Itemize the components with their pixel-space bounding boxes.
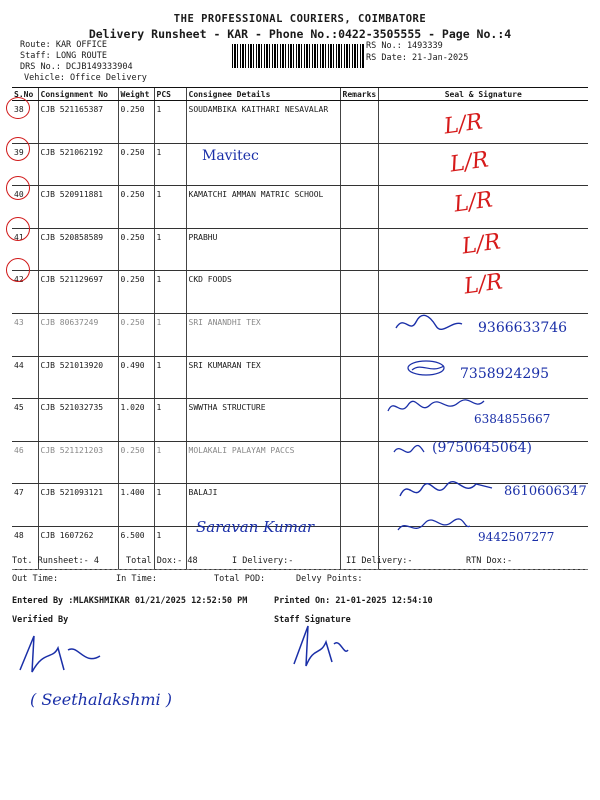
lr-mark: L/R bbox=[460, 229, 503, 260]
sno-circle-mark bbox=[6, 176, 30, 200]
delvy-points: Delvy Points: bbox=[296, 574, 363, 584]
divider bbox=[12, 569, 588, 570]
sno-cell: 39 bbox=[12, 143, 38, 186]
consignment-cell: CJB 521093121 bbox=[38, 484, 118, 527]
handwritten-phone: 6384855667 bbox=[474, 412, 551, 426]
pcs-cell: 1 bbox=[154, 228, 186, 271]
handwritten-consignee: Saravan Kumar bbox=[196, 518, 315, 536]
weight-cell: 0.250 bbox=[118, 228, 154, 271]
route-label: Route: KAR OFFICE bbox=[20, 40, 107, 50]
printed-on: Printed On: 21-01-2025 12:54:10 bbox=[274, 596, 433, 606]
lr-mark: L/R bbox=[452, 187, 495, 218]
handwritten-phone: 9366633746 bbox=[478, 320, 568, 336]
pcs-cell: 1 bbox=[154, 186, 186, 229]
remarks-cell bbox=[340, 143, 378, 186]
sno-cell: 46 bbox=[12, 441, 38, 484]
sno-cell: 41 bbox=[12, 228, 38, 271]
lr-mark: L/R bbox=[462, 269, 505, 300]
pcs-cell: 1 bbox=[154, 356, 186, 399]
sno-cell: 47 bbox=[12, 484, 38, 527]
out-time: Out Time: bbox=[12, 574, 59, 584]
sno-circle-mark bbox=[6, 97, 30, 119]
remarks-cell bbox=[340, 101, 378, 144]
consignment-cell: CJB 521013920 bbox=[38, 356, 118, 399]
remarks-cell bbox=[340, 313, 378, 356]
consignee-cell: MOLAKALI PALAYAM PACCS bbox=[186, 441, 340, 484]
consignee-cell: SRI ANANDHI TEX bbox=[186, 313, 340, 356]
handwritten-signature bbox=[398, 478, 494, 508]
col-signature: Seal & Signature bbox=[378, 88, 588, 101]
weight-cell: 6.500 bbox=[118, 526, 154, 569]
rtn-dox: RTN Dox:- bbox=[466, 556, 513, 566]
weight-cell: 0.250 bbox=[118, 186, 154, 229]
pcs-cell: 1 bbox=[154, 526, 186, 569]
drs-number: DRS No.: DCJB149333904 bbox=[20, 62, 133, 72]
consignee-cell: SRI KUMARAN TEX bbox=[186, 356, 340, 399]
consignment-cell: CJB 1607262 bbox=[38, 526, 118, 569]
col-weight: Weight bbox=[118, 88, 154, 101]
handwritten-signature bbox=[392, 440, 426, 464]
col-pcs: PCS bbox=[154, 88, 186, 101]
consignment-cell: CJB 520911881 bbox=[38, 186, 118, 229]
handwritten-signature bbox=[394, 312, 464, 340]
remarks-cell bbox=[340, 228, 378, 271]
consignment-cell: CJB 80637249 bbox=[38, 313, 118, 356]
weight-cell: 0.250 bbox=[118, 313, 154, 356]
remarks-cell bbox=[340, 484, 378, 527]
handwritten-phone: 9442507277 bbox=[478, 530, 555, 544]
remarks-cell bbox=[340, 186, 378, 229]
consignee-cell: BALAJI bbox=[186, 484, 340, 527]
consignment-cell: CJB 521032735 bbox=[38, 399, 118, 442]
barcode-image bbox=[232, 44, 364, 68]
remarks-cell bbox=[340, 271, 378, 314]
pcs-cell: 1 bbox=[154, 399, 186, 442]
sno-circle-mark bbox=[6, 137, 30, 161]
consignment-cell: CJB 521121203 bbox=[38, 441, 118, 484]
weight-cell: 0.250 bbox=[118, 101, 154, 144]
sno-cell: 48 bbox=[12, 526, 38, 569]
consignment-cell: CJB 521165387 bbox=[38, 101, 118, 144]
vehicle-label: Vehicle: Office Delivery bbox=[24, 73, 147, 83]
weight-cell: 0.490 bbox=[118, 356, 154, 399]
in-time: In Time: bbox=[116, 574, 157, 584]
rs-date: RS Date: 21-Jan-2025 bbox=[366, 53, 469, 63]
handwritten-phone: 7358924295 bbox=[460, 366, 550, 382]
consignee-cell: CKD FOODS bbox=[186, 271, 340, 314]
weight-cell: 0.250 bbox=[118, 441, 154, 484]
tot-runsheet: Tot. Runsheet:- 4 bbox=[12, 556, 99, 566]
pcs-cell: 1 bbox=[154, 101, 186, 144]
weight-cell: 1.020 bbox=[118, 399, 154, 442]
pcs-cell: 1 bbox=[154, 271, 186, 314]
second-delivery: II Delivery:- bbox=[346, 556, 413, 566]
verifier-name: ( Seethalakshmi ) bbox=[30, 690, 172, 709]
signature-cell bbox=[378, 101, 588, 144]
staff-signature-label: Staff Signature bbox=[274, 615, 351, 625]
weight-cell: 0.250 bbox=[118, 271, 154, 314]
sno-cell: 38 bbox=[12, 101, 38, 144]
handwritten-signature bbox=[386, 397, 486, 423]
remarks-cell bbox=[340, 441, 378, 484]
sno-cell: 45 bbox=[12, 399, 38, 442]
consignee-cell: SWWTHA STRUCTURE bbox=[186, 399, 340, 442]
consignee-cell: KAMATCHI AMMAN MATRIC SCHOOL bbox=[186, 186, 340, 229]
sno-cell: 42 bbox=[12, 271, 38, 314]
handwritten-signature bbox=[404, 358, 454, 382]
first-delivery: I Delivery:- bbox=[232, 556, 294, 566]
staff-label: Staff: LONG ROUTE bbox=[20, 51, 107, 61]
consignee-cell: PRABHU bbox=[186, 228, 340, 271]
weight-cell: 1.400 bbox=[118, 484, 154, 527]
pcs-cell: 1 bbox=[154, 484, 186, 527]
company-name: THE PROFESSIONAL COURIERS, COIMBATORE bbox=[173, 13, 427, 25]
pcs-cell: 1 bbox=[154, 441, 186, 484]
runsheet-title: Delivery Runsheet - KAR - Phone No.:0422-3505555 - Page No.:4 bbox=[88, 27, 512, 41]
sno-circle-mark bbox=[6, 217, 30, 241]
handwritten-phone: 8610606347 bbox=[504, 484, 587, 499]
lr-mark: L/R bbox=[442, 109, 485, 140]
sno-cell: 43 bbox=[12, 313, 38, 356]
total-dox: Total Dox:- 48 bbox=[126, 556, 198, 566]
col-sno: S.No bbox=[12, 88, 38, 101]
remarks-cell bbox=[340, 399, 378, 442]
total-pod: Total POD: bbox=[214, 574, 266, 584]
col-consignee: Consignee Details bbox=[186, 88, 340, 101]
table-row bbox=[12, 143, 588, 186]
handwritten-phone: (9750645064) bbox=[432, 440, 532, 456]
pcs-cell: 1 bbox=[154, 143, 186, 186]
rs-number: RS No.: 1493339 bbox=[366, 41, 443, 51]
sno-cell: 40 bbox=[12, 186, 38, 229]
pcs-cell: 1 bbox=[154, 313, 186, 356]
col-remarks: Remarks bbox=[340, 88, 378, 101]
staff-signature bbox=[290, 622, 350, 674]
handwritten-signature bbox=[396, 516, 472, 542]
col-consignment: Consignment No bbox=[38, 88, 118, 101]
entered-by: Entered By :MLAKSHMIKAR 01/21/2025 12:52:50 PM bbox=[12, 596, 248, 606]
remarks-cell bbox=[340, 356, 378, 399]
table-row bbox=[12, 186, 588, 229]
consignee-cell: SOUDAMBIKA KAITHARI NESAVALAR bbox=[186, 101, 340, 144]
lr-mark: L/R bbox=[448, 147, 491, 178]
handwritten-consignee: Mavitec bbox=[202, 148, 259, 164]
table-row bbox=[12, 101, 588, 144]
verifier-signature bbox=[14, 630, 104, 682]
consignment-cell: CJB 521129697 bbox=[38, 271, 118, 314]
verified-by-label: Verified By bbox=[12, 615, 69, 625]
sno-circle-mark bbox=[6, 258, 30, 282]
consignment-cell: CJB 521062192 bbox=[38, 143, 118, 186]
sno-cell: 44 bbox=[12, 356, 38, 399]
consignment-cell: CJB 520858589 bbox=[38, 228, 118, 271]
table-header-row bbox=[12, 88, 588, 101]
weight-cell: 0.250 bbox=[118, 143, 154, 186]
